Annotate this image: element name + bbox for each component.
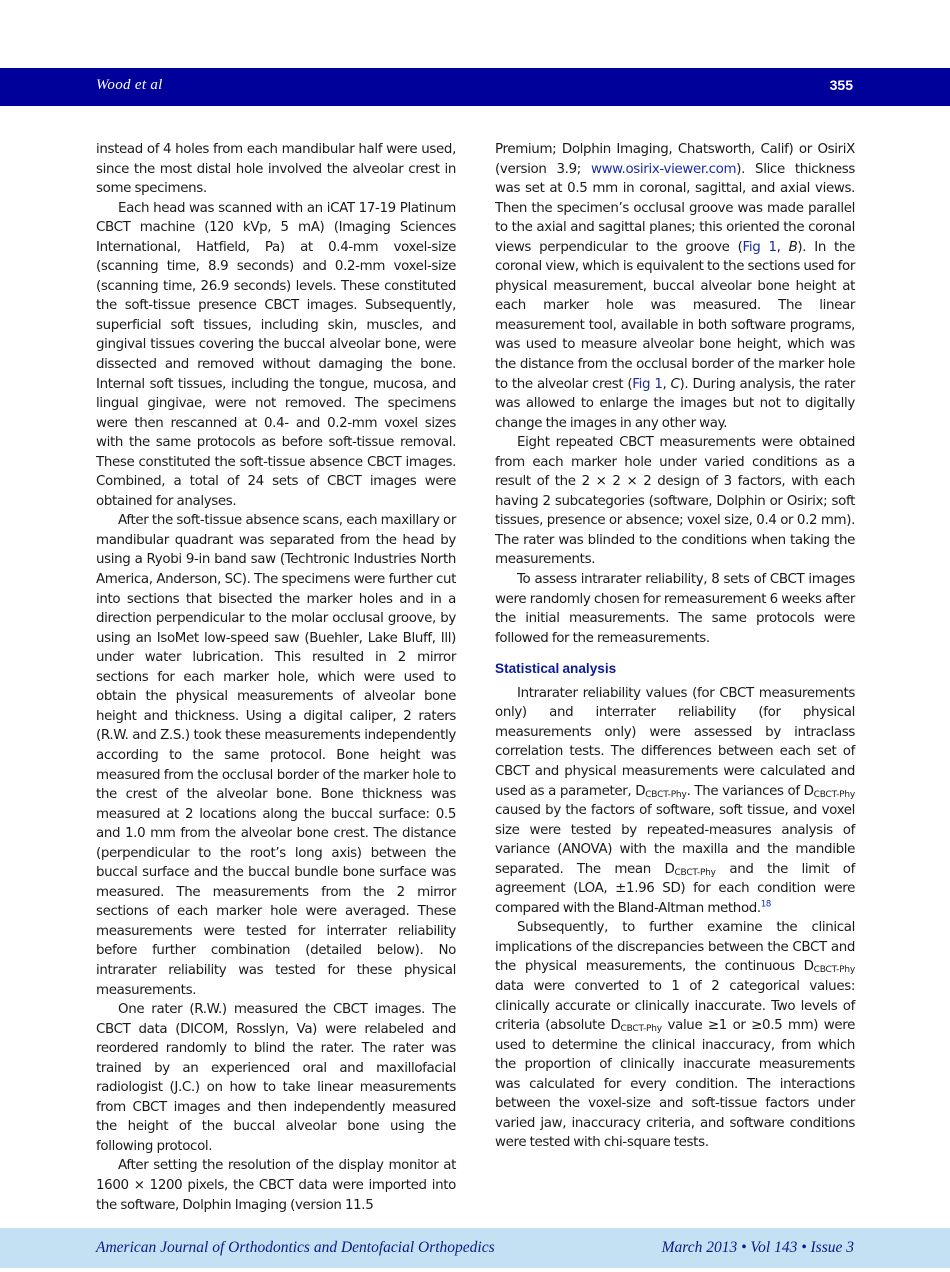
right-column [495,140,855,1153]
paragraph-repeated-measurements: Eight repeated CBCT measurements were obtained from each marker hole under varied conditions as a result of the 2 × 2 × 2 design of 3 factors, with each having 2 subcategories (software, Dolphin or Osirix; soft tissues, presence or absence; voxel size, 0.4 or 0.2 mm). The rater was blinded to the conditions when taking the measurements. [495,435,855,568]
paragraph-scanning: Each head was scanned with an iCAT 17-19 Platinum CBCT machine (120 kVp, 5 mA) (Imaging Sciences International, Hatfield, Pa) at 0.4-mm voxel-size (scanning time, 8.9 seconds) and 0.2-mm voxel-size (scanning time, 26.9 seconds) levels. These constituted the soft-tissue presence CBCT images. Subsequently, superficial soft tissues, including skin, muscles, and gingival tissues covering the buccal alveolar bone, were dissected and removed without damaging the bone. Internal soft tissues, including the tongue, mucosa, and lingual gingivae, were not removed. The specimens were then rescanned at 0.4- and 0.2-mm voxel sizes with the same protocols as before soft-tissue removal. These constituted the soft-tissue absence CBCT images. Combined, a total of 24 sets of CBCT images were obtained for analyses. [96,200,456,509]
subscript: CBCT-Phy [813,789,855,800]
text-span: value ≥1 or ≥0.5 mm) were used to determine the clinical inaccuracy, from which the proportion of clinically inaccurate measurements was calculated for every condition. The interactions between the voxel-size and soft-tissue factors under varied jaw, inaccuracy criteria, and software conditions were tested with chi-square tests. [495,1018,855,1151]
paragraph-statistics [495,684,855,919]
subscript: CBCT-Phy [620,1024,662,1035]
paragraph-sectioning: After the soft-tissue absence scans, each maxillary or mandibular quadrant was separated from the head by using a Ryobi 9-in band saw (Techtronic Industries North America, Anderson, SC). The specimens were further cut into sections that bisected the marker holes and in a direction perpendicular to the molar occlusal groove, by using an IsoMet low-speed saw (Buehler, Lake Bluff, Ill) under water lubrication. This resulted in 2 mirror sections for each marker hole, which were used to obtain the physical measurements of alveolar bone height and thickness. Using a digital caliper, 2 raters (R.W. and Z.S.) took these measurements independently according to the same protocol. Bone height was measured from the occlusal border of the marker hole to the crest of the alveolar bone. Bone thickness was measured at 2 locations along the buccal surface: 0.5 and 1.0 mm from the alveolar bone crest. The distance (perpendicular to the root’s long axis) between the buccal surface and the buccal bundle bone surface was measured. The measurements from the 2 mirror sections of each marker hole were averaged. These measurements were tested for interrater reliability before further combination (detailed below). No intrarater reliability was tested for these physical measurements. [96,513,456,998]
text-span: , [776,239,789,255]
subscript: CBCT-Phy [645,789,687,800]
figure-panel-c: C [670,376,680,392]
text-span: . The variances of D [686,783,814,799]
figure-panel-b: B [788,239,798,255]
text-span: Subsequently, to further examine the clinical implications of the discrepancies between the CBCT and the physical measurements, the continuous D [495,920,855,975]
page-number: 355 [829,77,853,93]
text-span: data were converted to 1 of 2 categorical values: clinically accurate or clinically inaccurate. Two levels of criteria (absolute D [495,978,855,1034]
paragraph-clinical-implications [495,918,855,1153]
text-span: Intrarater reliability values (for CBCT measurements only) and interrater reliability (for physical measurements only) were assessed by intraclass correlation tests. The differences between each set of CBCT and physical measurements were calculated and used as a parameter, D [495,685,855,799]
issue-info: March 2013 • Vol 143 • Issue 3 [661,1239,854,1256]
section-heading-statistical-analysis: Statistical analysis [495,661,617,677]
paragraph-intrarater: To assess intrarater reliability, 8 sets of CBCT images were randomly chosen for remeasurement 6 weeks after the initial measurements. The same protocols were followed for the remeasurements. [495,572,855,646]
text-span: ). In the coronal view, which is equivalent to the sections used for physical measurement, buccal alveolar bone height at each marker hole was measured. The linear measurement tool, available in both software programs, was used to measure alveolar bone height, which was the distance from the occlusal border of the marker hole to the alveolar crest ( [495,239,855,392]
paragraph-software [495,140,855,433]
running-header-bar [0,68,950,106]
running-head-authors: Wood et al [96,77,163,93]
left-column [96,140,456,1215]
text-span: ). During analysis, the rater was allowed to enlarge the images but not to digitally change the images in any other way. [495,376,855,431]
paragraph-continued: instead of 4 holes from each mandibular half were used, since the most distal hole involved the alveolar crest in some specimens. [96,142,456,197]
paragraph-display-setup: After setting the resolution of the display monitor at 1600 × 1200 pixels, the CBCT data were imported into the software, Dolphin Imaging (version 11.5 [96,1158,456,1213]
text-span: caused by the factors of software, soft tissue, and voxel size were tested by repeated-measures analysis of variance (ANOVA) with the maxilla and the mandible separated. The mean D [495,803,855,877]
text-span: and the limit of agreement (LOA, ±1.96 SD) for each condition were compared with the Bland-Altman method. [495,861,855,916]
journal-name: American Journal of Orthodontics and Dentofacial Orthopedics [96,1239,495,1256]
text-span: Premium; Dolphin Imaging, Chatsworth, Calif) or OsiriX (version 3.9; [495,142,855,177]
text-span: ). Slice thickness was set at 0.5 mm in coronal, sagittal, and axial views. Then the specimen’s occlusal groove was made parallel to the axial and sagittal planes; this oriented the coronal views perpendicular to the groove ( [495,161,855,255]
subscript: CBCT-Phy [813,965,855,976]
figure-1-link[interactable]: Fig 1 [742,239,777,255]
paragraph-rater: One rater (R.W.) measured the CBCT images. The CBCT data (DICOM, Rosslyn, Va) were relabeled and reordered randomly to blind the rater. The rater was trained by an experienced oral and maxillofacial radiologist (J.C.) on how to take linear measurements from CBCT images and then independently measured the height of the buccal alveolar bone using the following protocol. [96,1002,456,1154]
subscript: CBCT-Phy [674,867,716,878]
running-footer-bar [0,1228,950,1268]
osirix-url-link[interactable]: www.osirix-viewer.com [590,161,737,177]
figure-1-link[interactable]: Fig 1 [632,376,663,392]
text-span: , [662,376,671,392]
reference-18-link[interactable]: 18 [760,899,771,910]
